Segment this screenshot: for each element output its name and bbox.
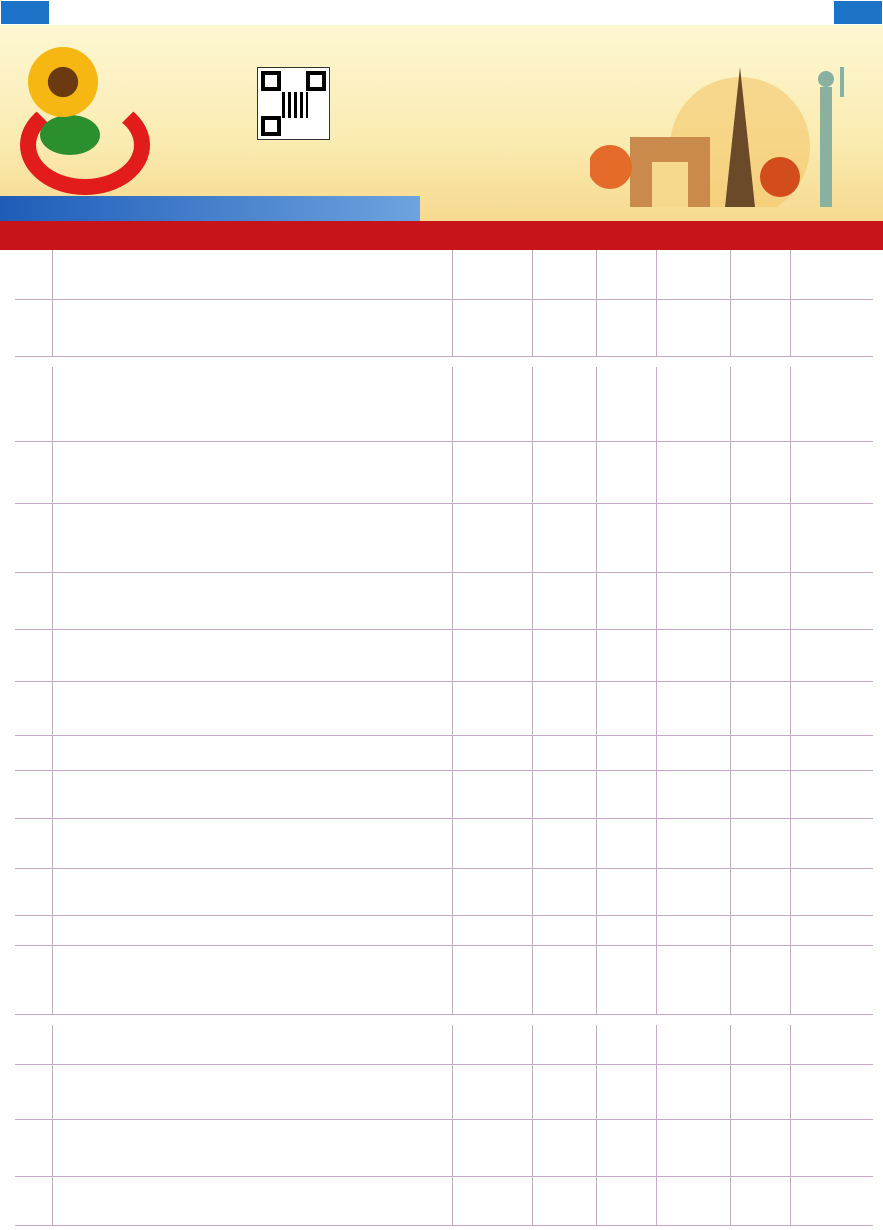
row-number <box>15 442 53 503</box>
table-row <box>15 736 873 771</box>
departure-dates <box>453 442 533 503</box>
agent-rebate <box>731 630 791 681</box>
table-row <box>15 869 873 916</box>
header-banner <box>0 25 883 221</box>
booking-note <box>791 869 873 915</box>
agent-rebate <box>731 869 791 915</box>
landmarks-illustration <box>590 57 880 207</box>
price-total <box>657 869 731 915</box>
contact-row <box>366 1134 704 1150</box>
price-adult <box>533 630 597 681</box>
price-deposit <box>597 250 657 299</box>
departure-dates <box>453 682 533 735</box>
price-deposit <box>597 367 657 441</box>
booking-note <box>791 367 873 441</box>
itinerary-details <box>53 300 453 356</box>
itinerary-details <box>53 736 453 770</box>
table-row <box>15 504 873 573</box>
booking-note <box>791 946 873 1014</box>
price-deposit <box>597 682 657 735</box>
itinerary-details <box>53 682 453 735</box>
row-number <box>15 630 53 681</box>
price-deposit <box>597 504 657 572</box>
table-row <box>15 573 873 630</box>
itinerary-details <box>53 946 453 1014</box>
booking-note <box>791 1025 873 1064</box>
table-row <box>15 630 873 682</box>
price-adult <box>533 946 597 1014</box>
itinerary-details <box>53 573 453 629</box>
table-row <box>15 1065 873 1120</box>
price-adult <box>533 300 597 356</box>
row-number <box>15 573 53 629</box>
contact-row <box>366 1168 704 1184</box>
itinerary-details <box>53 504 453 572</box>
table-row <box>15 300 873 357</box>
booking-note <box>791 819 873 868</box>
agent-rebate <box>731 1065 791 1119</box>
itinerary-details <box>53 250 453 299</box>
price-adult <box>533 771 597 818</box>
price-total <box>657 573 731 629</box>
license-number <box>0 196 420 221</box>
departure-dates <box>453 630 533 681</box>
ad-tag-right <box>833 0 883 25</box>
price-total <box>657 250 731 299</box>
booking-note <box>791 736 873 770</box>
agent-rebate <box>731 300 791 356</box>
sunflower-icon <box>28 47 98 117</box>
price-adult <box>533 819 597 868</box>
row-number <box>15 869 53 915</box>
table-row <box>15 442 873 504</box>
departure-dates <box>453 946 533 1014</box>
agent-rebate <box>731 573 791 629</box>
booking-note <box>791 300 873 356</box>
agent-rebate <box>731 771 791 818</box>
itinerary-details <box>53 1025 453 1064</box>
price-deposit <box>597 1025 657 1064</box>
row-number <box>15 300 53 356</box>
agent-rebate <box>731 1025 791 1064</box>
row-number <box>15 819 53 868</box>
page-footer-bar <box>0 1210 883 1230</box>
row-number <box>15 504 53 572</box>
booking-note <box>791 771 873 818</box>
itinerary-details <box>53 771 453 818</box>
departure-dates <box>453 869 533 915</box>
row-number <box>15 771 53 818</box>
row-number <box>15 1065 53 1119</box>
itinerary-details <box>53 630 453 681</box>
departure-dates <box>453 504 533 572</box>
price-total <box>657 819 731 868</box>
price-adult <box>533 442 597 503</box>
departure-dates <box>453 300 533 356</box>
agent-rebate <box>731 504 791 572</box>
row-number <box>15 250 53 299</box>
row-number <box>15 736 53 770</box>
table-row <box>15 682 873 736</box>
row-number <box>15 946 53 1014</box>
price-total <box>657 1065 731 1119</box>
agent-rebate <box>731 250 791 299</box>
agent-rebate <box>731 819 791 868</box>
departure-dates <box>453 573 533 629</box>
price-total <box>657 916 731 945</box>
departure-dates <box>453 367 533 441</box>
price-deposit <box>597 630 657 681</box>
price-adult <box>533 916 597 945</box>
booking-note <box>791 573 873 629</box>
price-adult <box>533 1025 597 1064</box>
price-adult <box>533 367 597 441</box>
price-deposit <box>597 819 657 868</box>
itinerary-details <box>53 916 453 945</box>
agent-rebate <box>731 916 791 945</box>
price-total <box>657 367 731 441</box>
booking-note <box>791 630 873 681</box>
price-total <box>657 736 731 770</box>
notice-banner <box>0 221 883 250</box>
row-number <box>15 682 53 735</box>
price-adult <box>533 682 597 735</box>
price-deposit <box>597 442 657 503</box>
row-number <box>15 367 53 441</box>
price-deposit <box>597 916 657 945</box>
qr-code-icon <box>257 67 330 140</box>
table-row <box>15 946 873 1015</box>
itinerary-details <box>53 869 453 915</box>
price-deposit <box>597 1065 657 1119</box>
table-row <box>15 367 873 442</box>
departure-dates <box>453 1065 533 1119</box>
table-row <box>15 916 873 946</box>
table-row <box>15 771 873 819</box>
booking-note <box>791 250 873 299</box>
ad-tag-left <box>0 0 50 25</box>
table-row <box>15 1025 873 1065</box>
price-deposit <box>597 869 657 915</box>
table-row <box>15 250 873 300</box>
agent-rebate <box>731 442 791 503</box>
departure-dates <box>453 250 533 299</box>
price-adult <box>533 504 597 572</box>
logo-leaf <box>40 115 100 155</box>
departure-dates <box>453 1025 533 1064</box>
booking-note <box>791 682 873 735</box>
price-total <box>657 771 731 818</box>
price-deposit <box>597 300 657 356</box>
price-total <box>657 504 731 572</box>
row-number <box>15 1025 53 1064</box>
agent-rebate <box>731 367 791 441</box>
itinerary-details <box>53 819 453 868</box>
contact-row <box>366 1151 704 1167</box>
booking-note <box>791 504 873 572</box>
departure-dates <box>453 916 533 945</box>
price-adult <box>533 573 597 629</box>
price-adult <box>533 869 597 915</box>
price-total <box>657 1025 731 1064</box>
price-total <box>657 946 731 1014</box>
price-deposit <box>597 736 657 770</box>
price-total <box>657 630 731 681</box>
agent-rebate <box>731 946 791 1014</box>
price-total <box>657 442 731 503</box>
itinerary-details <box>53 442 453 503</box>
itinerary-details <box>53 1065 453 1119</box>
departure-dates <box>453 819 533 868</box>
departure-dates <box>453 736 533 770</box>
price-total <box>657 682 731 735</box>
agent-rebate <box>731 682 791 735</box>
price-adult <box>533 1065 597 1119</box>
price-total <box>657 300 731 356</box>
departure-dates <box>453 771 533 818</box>
booking-note <box>791 1065 873 1119</box>
price-deposit <box>597 946 657 1014</box>
footer <box>0 1130 883 1210</box>
price-deposit <box>597 573 657 629</box>
booking-note <box>791 442 873 503</box>
itinerary-details <box>53 367 453 441</box>
price-adult <box>533 250 597 299</box>
table-row <box>15 819 873 869</box>
agent-rebate <box>731 736 791 770</box>
price-deposit <box>597 771 657 818</box>
booking-note <box>791 916 873 945</box>
price-adult <box>533 736 597 770</box>
row-number <box>15 916 53 945</box>
